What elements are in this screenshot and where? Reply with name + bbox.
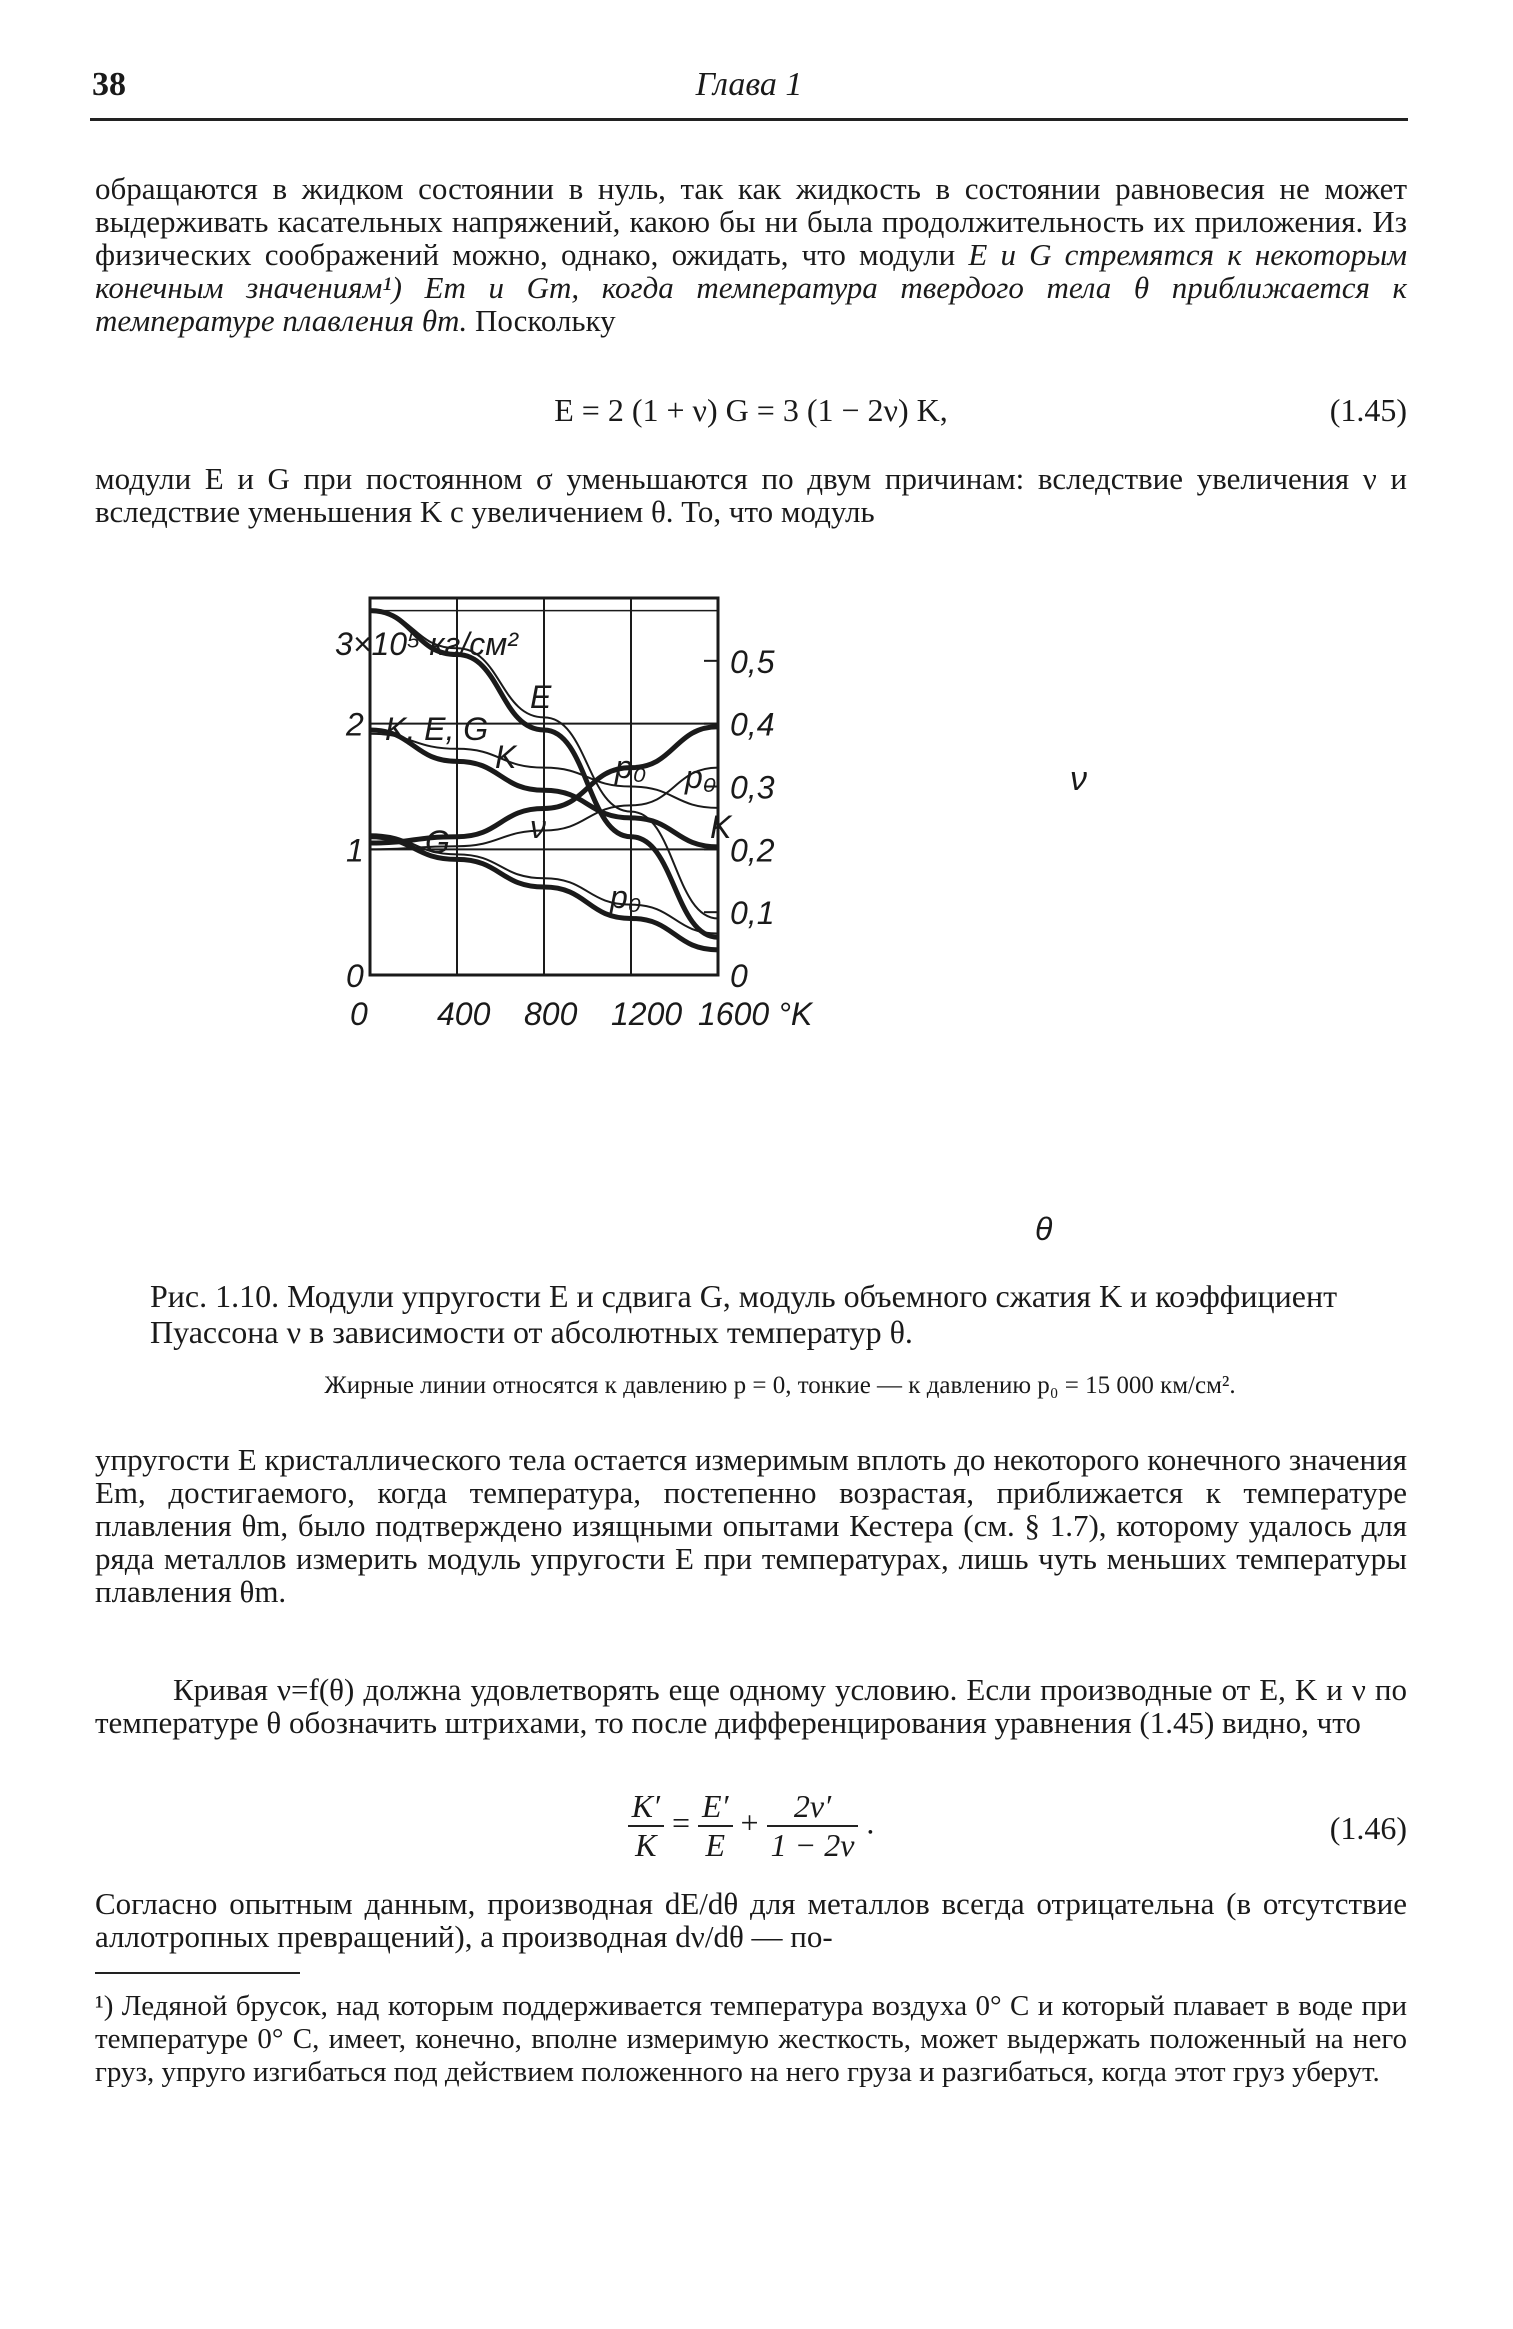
equation-1-46-body (95, 1788, 1407, 1864)
equation-1-46-rhs (767, 1788, 859, 1864)
curve-label-0: E (530, 679, 552, 715)
equation-1-45-number: (1.45) (1329, 392, 1407, 428)
chart-left-unit (335, 626, 519, 662)
y-right-tick-label-5: 0,5 (730, 643, 775, 680)
lhs-numerator: K′ (628, 1788, 664, 1827)
figure-caption-prefix: Рис. 1.10. (150, 1278, 280, 1314)
svg-text:3×10⁵ кг/см²: 3×10⁵ кг/см² (335, 626, 518, 662)
y-right-tick-label-1: 0,1 (730, 895, 775, 932)
paragraph-1 (95, 172, 1407, 337)
mid-numerator: E′ (698, 1788, 733, 1827)
x-tick-label-2: 800 (524, 996, 578, 1032)
curve-label-1: K (495, 739, 517, 775)
mid-denominator: E (705, 1827, 726, 1863)
curve-label-2: G (425, 824, 450, 860)
y-left-tick-label-0: 0 (346, 958, 364, 994)
x-tick-label-1: 400 (437, 996, 491, 1032)
paragraph-1-italic: E и G стремятся к некоторым конечным значениям¹) Em и Gm, когда температура твердого тела θ приближается к температуре плавления θm. (95, 237, 1407, 338)
curve-label-3: ν (530, 809, 546, 845)
x-tick-label-0: 0 (350, 996, 368, 1032)
page-header (90, 58, 1408, 121)
paragraph-3: упругости E кристаллического тела остается измеримым вплоть до некоторого конечного значения Em, достигаемого, когда температура, постепенно возрастая, приближается к температуре плавления θm, было подтверждено изящными опытами Кестера (см. § 1.7), которому удалось для ряда металлов измерить модуль упругости E при температурах, лишь чуть меньших температуры плавления θm. (95, 1442, 1407, 1609)
rhs-denominator: 1 − 2ν (770, 1827, 855, 1863)
equation-1-46 (95, 1788, 1407, 1872)
y-right-tick-label-2: 0,2 (730, 832, 775, 869)
curve-label-7: p₀ (610, 879, 642, 915)
equals-sign: = (671, 1804, 690, 1841)
y-right-tick-label-3: 0,3 (730, 769, 775, 806)
equation-1-46-mid (698, 1788, 733, 1864)
paragraph-5: Согласно опытным данным, производная dE/dθ для металлов всегда отрицательна (в отсутствие аллотропных превращений), а производная dν/dθ — по- (95, 1886, 1407, 1954)
curve-label-4: p₀ (615, 749, 647, 785)
x-tick-label-3: 1200 (611, 996, 683, 1032)
figure-caption (150, 1278, 1410, 1350)
running-head: Глава 1 (695, 66, 803, 103)
figure-caption-note: Жирные линии относятся к давлению p = 0, тонкие — к давлению p₀ = 15 000 км/см². (324, 1372, 1236, 1399)
trailing-period: . (866, 1804, 875, 1841)
y-left-tick-label-2: 2 (346, 706, 364, 743)
figure-1-10-chart (330, 565, 1210, 1255)
y-axis-right-label: ν (1070, 760, 1087, 798)
rhs-numerator: 2ν′ (767, 1788, 859, 1827)
paragraph-1-lead: обращаются в жидком состоянии в нуль, так как жидкость в состоянии равновесия не может выдерживать касательных напряжений, какою бы ни была продолжительность их приложения. Из физических соображений можно, однако, ожидать, что модули (95, 171, 1407, 272)
figure-caption-text: Модули упругости E и сдвига G, модуль объемного сжатия K и коэффициент Пуассона ν в зависимости от абсолютных температур θ. (150, 1278, 1338, 1350)
footnote-divider (95, 1972, 300, 1974)
x-axis-label: θ (1035, 1211, 1053, 1247)
lhs-denominator: K (635, 1827, 657, 1863)
footnote: ¹) Ледяной брусок, над которым поддерживается температура воздуха 0° С и который плавает в воде при температуре 0° С, имеет, конечно, вполне измеримую жесткость, может выдержать положенный на него груз, упруго изгибаться под действием положенного на него груза и разгибаться, когда этот груз уберут. (95, 1990, 1407, 2088)
equation-1-46-number: (1.46) (1329, 1810, 1407, 1846)
y-left-tick-label-1: 1 (346, 832, 364, 869)
plus-sign: + (740, 1804, 759, 1841)
curve-label-6: K (710, 809, 732, 845)
y-axis-left-label: K, E, G (385, 711, 489, 747)
paragraph-4: Кривая ν=f(θ) должна удовлетворять еще одному условию. Если производные от E, K и ν по температуре θ обозначить штрихами, то после дифференцирования уравнения (1.45) видно, что (95, 1672, 1407, 1740)
y-right-tick-label-0: 0 (730, 958, 748, 994)
paragraph-1-tail: Поскольку (467, 303, 616, 338)
paragraph-2: модули E и G при постоянном σ уменьшаются по двум причинам: вследствие увеличения ν и вследствие уменьшения K с увеличением θ. То, что модуль (95, 461, 1407, 529)
x-tick-label-4: 1600 °K (698, 996, 813, 1032)
equation-1-46-lhs (628, 1788, 664, 1864)
y-right-tick-label-4: 0,4 (730, 706, 775, 743)
equation-1-45 (95, 392, 1407, 432)
page-number: 38 (92, 66, 126, 103)
equation-1-45-body: E = 2 (1 + ν) G = 3 (1 − 2ν) K, (554, 392, 948, 428)
curve-label-5: p₀ (685, 759, 717, 795)
